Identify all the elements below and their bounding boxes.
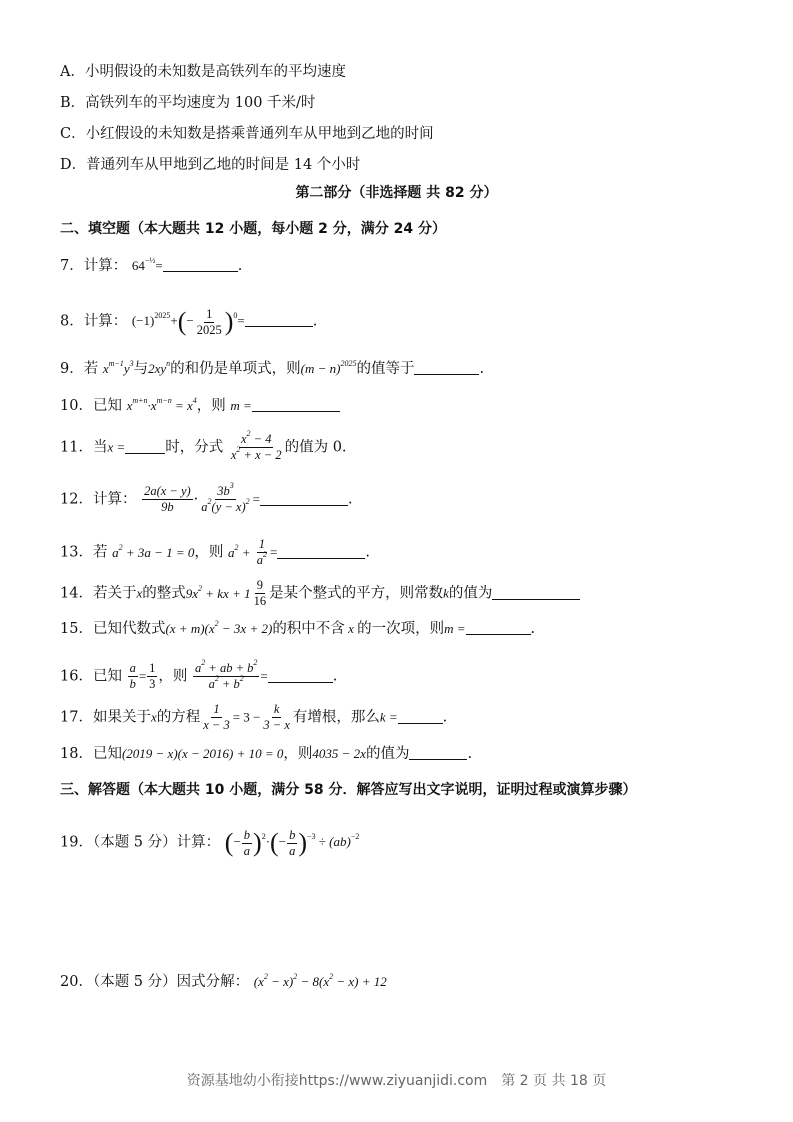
question-text: 若 xyxy=(92,544,108,561)
math-expression: $(-1)^{2025}+(-$ $\frac{1}{2025}$ )$^0$= xyxy=(131,307,245,337)
question-text: ，则 xyxy=(194,544,224,561)
question-text: 时，分式 xyxy=(165,439,224,456)
math-expression: $9x^2$ + kx + 1 xyxy=(185,583,251,601)
question-text: 已知代数式 xyxy=(92,621,166,637)
question-text: 已知 xyxy=(92,398,122,414)
math-expression: x = xyxy=(107,439,126,455)
question-text: 有增根，那么 xyxy=(292,709,380,726)
question-number: 15． xyxy=(60,621,93,637)
question-15: 15．已知代数式$(x + m)(x^2 - 3x + 2)$的积中不含 x 的一次项，则m = . xyxy=(60,619,536,637)
question-number: 20． xyxy=(60,974,93,990)
question-text: 如果关于 xyxy=(92,709,151,726)
math-expression: $x^{m+n}\cdot x^{m-n} = x^4$ xyxy=(126,396,197,413)
question-18: 18．已知(2019 − x)(x − 2016) + 10 = 0，则4035 − 2x的值为 . xyxy=(60,746,473,762)
question-14: 14．若关于x的整式$9x^2$ + kx + 1 $\frac{9}{16}$ 是某个整式的平方，则常数k的值为 xyxy=(60,578,580,609)
answer-blank[interactable] xyxy=(245,312,313,327)
answer-blank[interactable] xyxy=(260,491,348,506)
question-number: 16． xyxy=(60,668,93,685)
math-expression: 4035 − 2x xyxy=(312,746,366,761)
math-expression: $(x^2 - x)^2 - 8(x^2 - x) + 12$ xyxy=(253,972,387,989)
question-number: 8． xyxy=(60,313,84,330)
answer-blank[interactable] xyxy=(398,709,443,724)
answer-blank[interactable] xyxy=(277,544,365,559)
question-text: 的值为 xyxy=(365,746,410,762)
question-text: ，则 xyxy=(283,746,313,762)
question-text: 的整式 xyxy=(142,585,186,602)
question-number: 14． xyxy=(60,585,93,602)
math-fraction: $\frac{x^2 - 4}{x^2 + x - 2}$ xyxy=(230,429,282,462)
question-20 xyxy=(60,972,387,992)
math-expression: $(m - n)^{2025}$ xyxy=(300,359,357,376)
question-text: 的值等于 xyxy=(356,361,415,377)
math-expression: m = xyxy=(230,398,252,413)
question-text: 当 xyxy=(92,439,108,456)
question-11 xyxy=(60,429,347,463)
question-number: 17． xyxy=(60,709,93,726)
math-fraction: $\frac{1}{x - 3}$ xyxy=(203,702,230,732)
option-b: B．高铁列车的平均速度为 100 千米/时 xyxy=(60,95,316,111)
question-number: 11． xyxy=(60,439,93,456)
question-text: 是某个整式的平方，则常数 xyxy=(269,585,444,602)
question-number: 18． xyxy=(60,746,93,762)
question-number: 12． xyxy=(60,491,93,508)
question-text: （本题 5 分）因式分解： xyxy=(92,974,250,990)
math-fraction: $\frac{k}{3 - x}$ xyxy=(263,702,290,732)
question-13: 13．若 $a^2 + 3a - 1 = 0$，则 $a^2$ + $\frac{1}{a^2}$ = . xyxy=(60,537,370,567)
question-10 xyxy=(60,396,340,416)
answer-blank[interactable] xyxy=(466,620,531,635)
math-expression: $2xy^n$ xyxy=(148,359,171,376)
question-16: 16．已知 $\frac{a}{b}$ = $\frac{1}{3}$ ，则 $\frac{a^2 + ab + b^2}{a^2 + b^2}$ = . xyxy=(60,658,338,691)
answer-blank[interactable] xyxy=(125,439,165,454)
math-expression: $a^2$ + xyxy=(228,542,254,560)
question-number: 9． xyxy=(60,361,84,377)
answer-blank[interactable] xyxy=(268,668,333,683)
question-7: 7．计算： $64^{-\frac{1}{2}}=$ . xyxy=(60,256,243,274)
math-fraction: $\frac{a}{b}$ xyxy=(129,661,136,691)
question-text: 的值为 xyxy=(448,585,493,602)
math-fraction: $\frac{2a(x - y)}{9b}$ xyxy=(144,484,191,514)
math-expression: $(x + m)(x^2 - 3x + 2)$ xyxy=(165,619,273,636)
answer-blank[interactable] xyxy=(409,745,467,760)
question-text: 与 xyxy=(133,361,149,377)
question-text: 的和仍是单项式，则 xyxy=(170,361,301,377)
question-number: 13． xyxy=(60,544,93,561)
question-text: 的方程 xyxy=(156,709,201,726)
option-d: D．普通列车从甲地到乙地的时间是 14 个小时 xyxy=(60,157,361,173)
question-text: 已知 xyxy=(92,668,122,685)
question-text: 若 xyxy=(83,361,99,377)
question-17: 17．如果关于x的方程 $\frac{1}{x - 3}$ = 3 − $\frac{k}{3 - x}$ 有增根，那么k = . xyxy=(60,702,448,732)
math-fraction: $\frac{3b^3}{a^2(y - x)^2}$ xyxy=(201,481,250,514)
question-9: 9．若 $x^{m-1}y^3$与$2xy^n$的和仍是单项式，则$(m - n)^{2025}$的值等于 . xyxy=(60,359,485,377)
answer-blank[interactable] xyxy=(414,360,479,375)
question-text: 的值为 0. xyxy=(284,439,347,456)
question-12: 12．计算： $\frac{2a(x - y)}{9b}$ · $\frac{3b^3}{a^2(y - x)^2}$ = . xyxy=(60,481,353,514)
question-19 xyxy=(60,828,359,859)
math-expression: $64^{-\frac{1}{2}}=$ xyxy=(131,256,163,273)
math-expression: $x^{m-1}y^3$ xyxy=(102,359,134,376)
answer-blank[interactable] xyxy=(163,257,238,272)
math-expression: (2019 − x)(x − 2016) + 10 = 0 xyxy=(121,746,284,761)
math-fraction: $\frac{a^2 + ab + b^2}{a^2 + b^2}$ xyxy=(195,658,258,691)
question-text: 计算： xyxy=(92,491,137,508)
page-footer: 资源基地幼小衔接https://www.ziyuanjidi.com 第 2 页 共 18 页 xyxy=(186,1073,607,1089)
answer-blank[interactable] xyxy=(492,585,580,600)
option-a: A．小明假设的未知数是高铁列车的平均速度 xyxy=(60,64,346,80)
option-c: C．小红假设的未知数是搭乘普通列车从甲地到乙地的时间 xyxy=(60,126,434,142)
question-text: ，则 xyxy=(196,398,226,414)
question-text: 计算： xyxy=(83,258,128,274)
question-text: 的积中不含 xyxy=(272,621,345,637)
section3-title: 三、解答题（本大题共 10 小题，满分 58 分．解答应写出文字说明，证明过程或演算步骤） xyxy=(60,782,637,798)
part2-title: 第二部分（非选择题 共 82 分） xyxy=(295,185,498,201)
math-fraction: $\frac{1}{3}$ xyxy=(149,661,156,691)
question-text: 已知 xyxy=(92,746,122,762)
math-expression: (− $\frac{b}{a}$ )$^2$·(− $\frac{b}{a}$ )$^{-3}$ ÷ (ab)$^{-2}$ xyxy=(224,828,360,858)
question-number: 10． xyxy=(60,398,93,414)
question-text: 若关于 xyxy=(92,585,137,602)
math-fraction: $\frac{9}{16}$ xyxy=(253,578,267,608)
math-expression: $a^2 + 3a - 1 = 0$ xyxy=(112,542,195,560)
math-fraction: $\frac{1}{a^2}$ xyxy=(256,537,268,567)
question-text: ，则 xyxy=(158,668,188,685)
question-number: 19． xyxy=(60,834,93,851)
section2-title: 二、填空题（本大题共 12 小题，每小题 2 分，满分 24 分） xyxy=(60,221,446,237)
question-text: （本题 5 分）计算： xyxy=(92,834,221,851)
question-8: 8．计算： $(-1)^{2025}+(-$ $\frac{1}{2025}$ )$^0$= . xyxy=(60,307,318,337)
answer-blank[interactable] xyxy=(252,397,340,412)
question-number: 7． xyxy=(60,258,84,274)
question-text: 计算： xyxy=(83,313,128,330)
question-text: 的一次项，则 xyxy=(357,621,445,637)
